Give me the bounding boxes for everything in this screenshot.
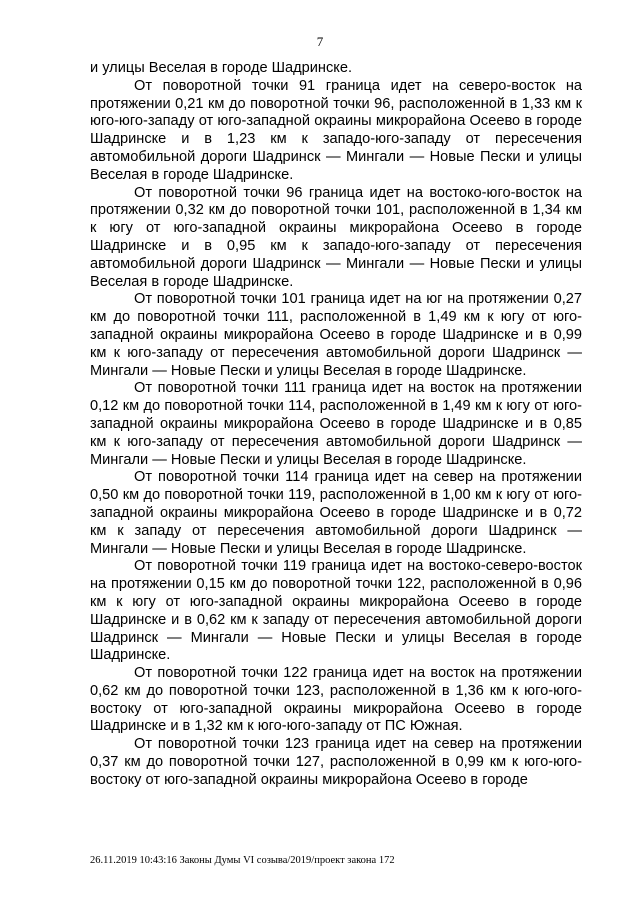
document-body: [90, 60, 582, 790]
paragraph-continuation: и улицы Веселая в городе Шадринске.: [90, 60, 352, 76]
paragraph-point-114: От поворотной точки 114 граница идет на север на протяжении 0,50 км до поворотной точки 119, расположенной в 1,00 км к югу от юго-западной окраины микрорайона Осеево в городе Шадринске и в 0,72 км к западу от пересечения автомобильной дороги Шадринск — Мингали — Новые Пески и улицы Веселая в городе Шадринске.: [90, 469, 582, 557]
paragraph-point-123: От поворотной точки 123 граница идет на север на протяжении 0,37 км до поворотной точки 127, расположенной в 0,99 км к юго-юго-востоку от юго-западной окраины микрорайона Осеево в городе: [90, 736, 582, 788]
paragraph-point-91: От поворотной точки 91 граница идет на северо-восток на протяжении 0,21 км до поворотной точки 96, расположенной в 1,33 км к юго-юго-западу от юго-западной окраины микрорайона Осеево в городе Шадринске и в 1,23 км к западо-юго-западу от пересечения автомобильной дороги Шадринск — Мингали — Новые Пески и улицы Веселая в городе Шадринске.: [90, 77, 582, 183]
paragraph-point-122: От поворотной точки 122 граница идет на восток на протяжении 0,62 км до поворотной точки 123, расположенной в 1,36 км к юго-юго-востоку от юго-западной окраины микрорайона Осеево в городе Шадринске и в 1,32 км к юго-юго-западу от ПС Южная.: [90, 665, 582, 735]
paragraph-point-96: От поворотной точки 96 граница идет на востоко-юго-восток на протяжении 0,32 км до поворотной точки 101, расположенной в 1,34 км к югу от юго-западной окраины микрорайона Осеево в городе Шадринске и в 0,95 км к западо-юго-западу от пересечения автомобильной дороги Шадринск — Мингали — Новые Пески и улицы Веселая в городе Шадринске.: [90, 184, 582, 290]
page-number: 7: [316, 34, 324, 49]
paragraph-point-119: От поворотной точки 119 граница идет на востоко-северо-восток на протяжении 0,15 км до поворотной точки 122, расположенной в 0,96 км к югу от юго-западной окраины микрорайона Осеево в городе Шадринске и в 0,62 км к западу от пересечения автомобильной дороги Шадринск — Мингали — Новые Пески и улицы Веселая в городе Шадринске.: [90, 558, 582, 664]
paragraph-point-101: От поворотной точки 101 граница идет на юг на протяжении 0,27 км до поворотной точки 111, расположенной в 1,49 км к югу от юго-западной окраины микрорайона Осеево в городе Шадринске и в 0,99 км к юго-западу от пересечения автомобильной дороги Шадринск — Мингали — Новые Пески и улицы Веселая в городе Шадринске.: [90, 291, 582, 379]
paragraph-point-111: От поворотной точки 111 граница идет на восток на протяжении 0,12 км до поворотной точки 114, расположенной в 1,49 км к югу от юго-западной окраины микрорайона Осеево в городе Шадринске и в 0,85 км к юго-западу от пересечения автомобильной дороги Шадринск — Мингали — Новые Пески и улицы Веселая в городе Шадринске.: [90, 380, 582, 468]
document-footer: 26.11.2019 10:43:16 Законы Думы VI созыва/2019/проект закона 172: [90, 855, 395, 866]
